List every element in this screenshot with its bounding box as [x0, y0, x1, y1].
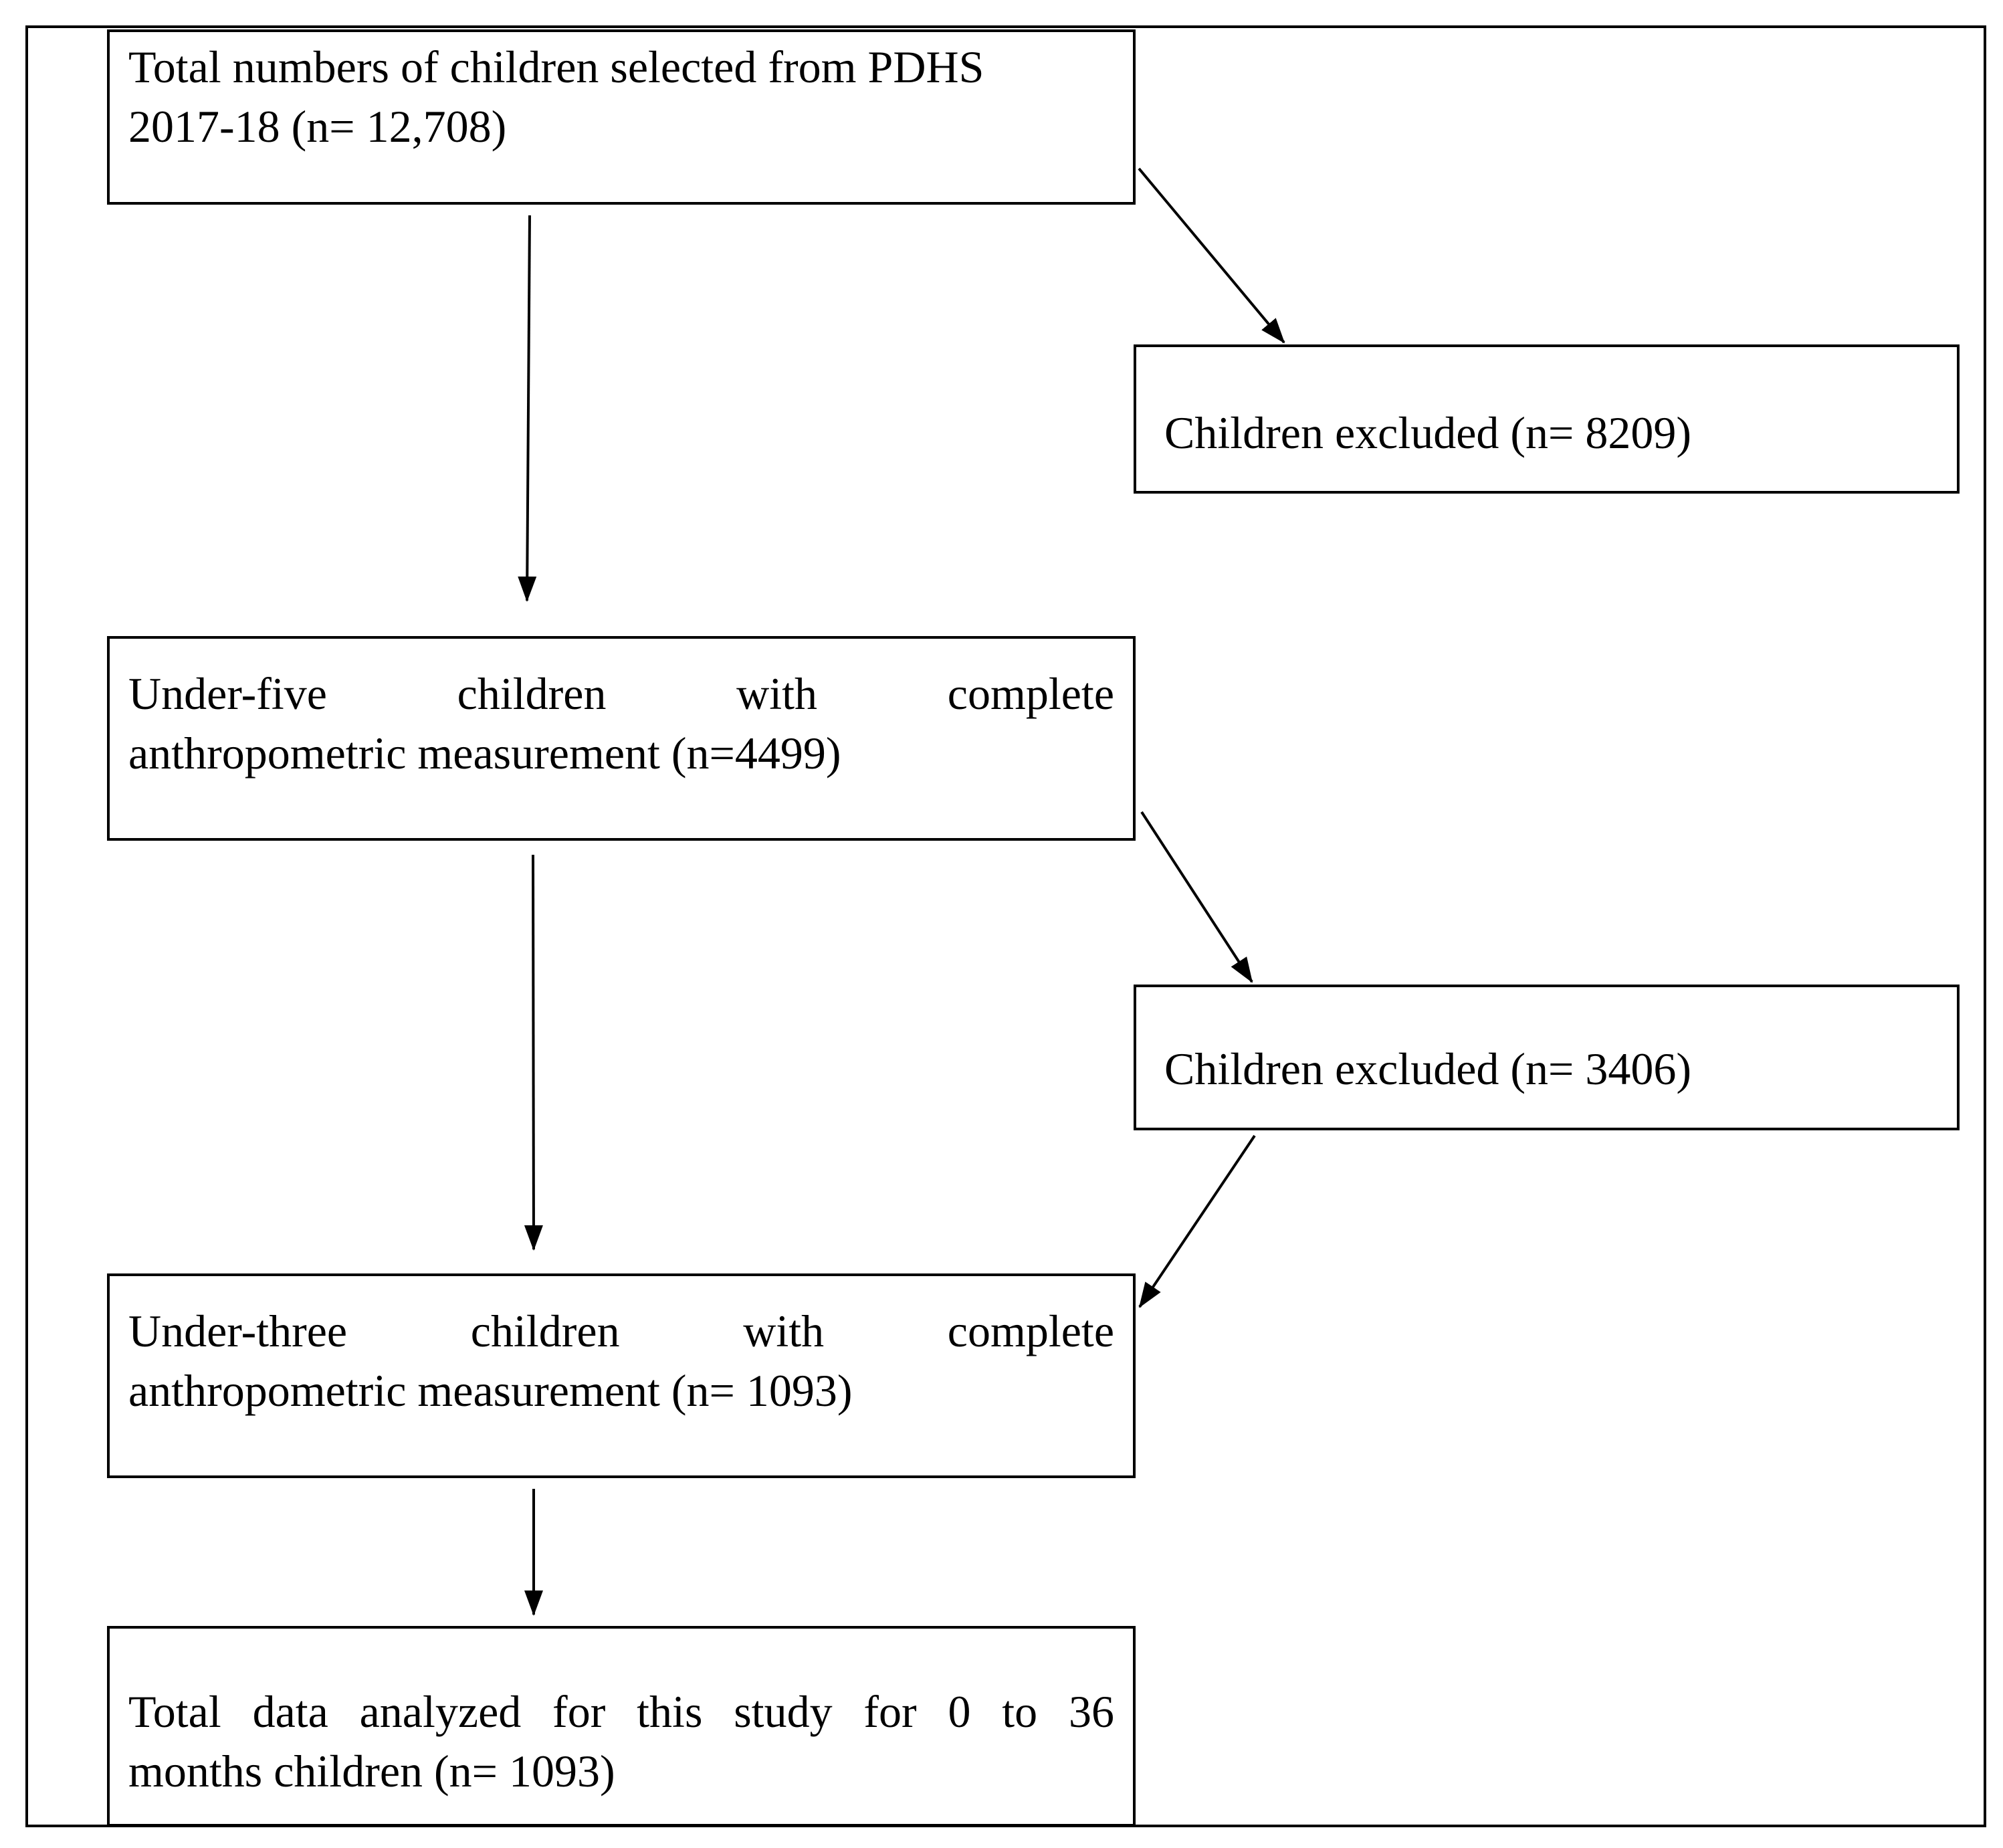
- under-five-line2: anthropometric measurement (n=4499): [128, 728, 841, 779]
- arrow-excluded-second-to-under-three: [1140, 1136, 1255, 1307]
- total-selected-line1: Total numbers of children selected from PDHS: [128, 41, 984, 92]
- final-analyzed-line2: months children (n= 1093): [128, 1746, 615, 1796]
- under-three-box: [107, 1273, 1136, 1478]
- excluded-second-box: [1134, 985, 1960, 1130]
- under-three-line1-text: Under-three children with complete: [128, 1306, 1114, 1356]
- under-three-line1: [128, 1302, 1114, 1361]
- under-five-line1-text: Under-five children with complete: [128, 668, 1114, 719]
- final-analyzed-line1-text: Total data analyzed for this study for 0 to 36: [128, 1686, 1114, 1737]
- arrow-under-five-to-under-three: [533, 855, 534, 1249]
- total-selected-line2: 2017-18 (n= 12,708): [128, 101, 507, 152]
- excluded-first-box: [1134, 344, 1960, 494]
- under-five-text: [128, 664, 1114, 783]
- final-analyzed-line1: [128, 1682, 1114, 1742]
- under-five-box: [107, 636, 1136, 841]
- final-analyzed-text: [128, 1682, 1114, 1801]
- total-selected-text: [128, 37, 1114, 157]
- arrow-total-to-under-five: [527, 215, 530, 601]
- final-analyzed-box: [107, 1626, 1136, 1827]
- excluded-first-text: Children excluded (n= 8209): [1164, 407, 1692, 458]
- under-three-line2: anthropometric measurement (n= 1093): [128, 1365, 853, 1416]
- under-three-text: [128, 1302, 1114, 1421]
- total-selected-box: [107, 29, 1136, 205]
- arrow-under-five-to-excluded-second: [1142, 812, 1252, 982]
- arrow-total-to-excluded-first: [1139, 169, 1284, 342]
- under-five-line1: [128, 664, 1114, 724]
- excluded-second-text: Children excluded (n= 3406): [1164, 1043, 1692, 1094]
